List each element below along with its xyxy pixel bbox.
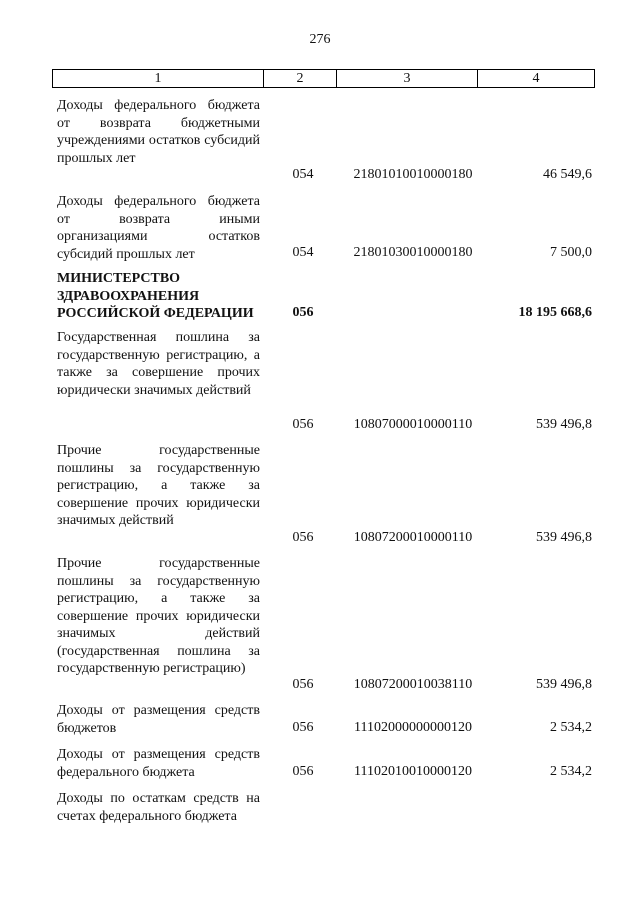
row-kbk: 10807200010000110 (353, 530, 473, 545)
row-kbk: 21801010010000180 (353, 167, 473, 182)
ministry-name: МИНИСТЕРСТВО ЗДРАВООХРАНЕНИЯ РОССИЙСКОЙ ФЕДЕРАЦИИ (57, 271, 254, 321)
row-amount: 539 496,8 (536, 677, 592, 692)
row-description: Доходы федерального бюджета от возврата бюджетными учреждениями остатков субсидий прошлых лет (57, 98, 260, 166)
row-description: Доходы федерального бюджета от возврата иными организациями остатков субсидий прошлых лет (57, 194, 260, 262)
row-kbk: 21801030010000180 (353, 245, 473, 260)
row-description: Государственная пошлина за государственную регистрацию, а также за совершение прочих юридически значимых действий (57, 330, 260, 398)
row-description: Прочие государственные пошлины за государственную регистрацию, а также за совершение прочих юридически значимых действий (57, 443, 260, 528)
row-description: Доходы по остаткам средств на счетах федерального бюджета (57, 791, 260, 824)
row-kbk: 11102000000000120 (354, 720, 472, 735)
row-kbk: 10807200010038110 (353, 677, 473, 692)
row-description: Доходы от размещения средств бюджетов (57, 703, 260, 736)
table-header (52, 69, 595, 88)
row-amount: 18 195 668,6 (518, 305, 592, 320)
header-col-1: 1 (53, 70, 264, 87)
row-description: Прочие государственные пошлины за государственную регистрацию, а также за совершение прочих юридически значимых действий (государственная пошлина за государственную регистрацию) (57, 556, 260, 676)
header-col-2: 2 (264, 70, 337, 87)
row-code: 054 (292, 167, 314, 182)
row-code: 056 (292, 677, 314, 692)
row-amount: 2 534,2 (550, 764, 592, 779)
row-code: 056 (292, 417, 314, 432)
row-code: 054 (292, 245, 314, 260)
row-amount: 46 549,6 (543, 167, 592, 182)
header-col-4: 4 (532, 71, 540, 86)
row-code: 056 (292, 720, 314, 735)
row-description: Доходы от размещения средств федерального бюджета (57, 747, 260, 780)
row-code: 056 (292, 305, 314, 320)
row-kbk: 11102010010000120 (354, 764, 472, 779)
page-number: 276 (309, 32, 331, 47)
row-amount: 2 534,2 (550, 720, 592, 735)
row-kbk: 10807000010000110 (353, 417, 473, 432)
row-code: 056 (292, 764, 314, 779)
row-amount: 539 496,8 (536, 530, 592, 545)
row-code: 056 (292, 530, 314, 545)
row-amount: 7 500,0 (550, 245, 592, 260)
row-amount: 539 496,8 (536, 417, 592, 432)
header-col-3: 3 (337, 70, 478, 87)
